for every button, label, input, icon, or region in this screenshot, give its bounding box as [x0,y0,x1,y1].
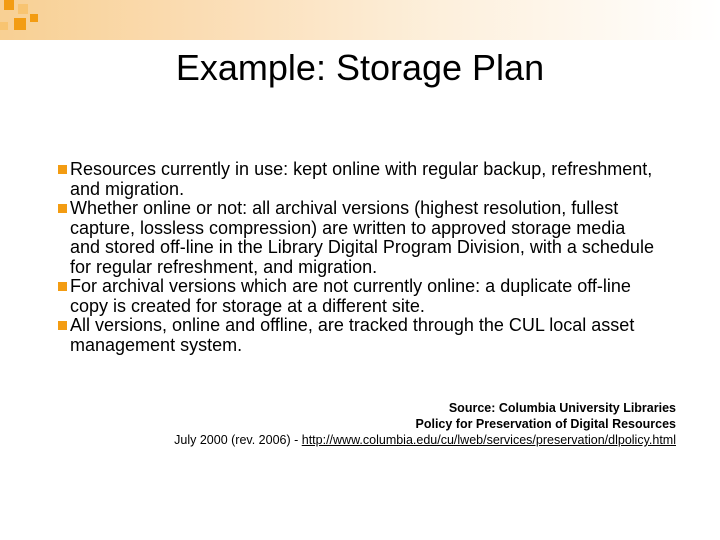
bullet-text: Whether online or not: all archival versions (highest resolution, fullest capture, lossless compression) are written to approved storage media and stored off-line in the Library Digital Program Division, with a schedule for regular refreshment, and migration. [70,198,654,277]
square-bullet-icon [58,321,67,330]
source-line-3 [174,432,676,448]
slide-title: Example: Storage Plan [175,47,545,88]
square-bullet-icon [58,282,67,291]
bullet-list [58,160,658,355]
bullet-text: All versions, online and offline, are tracked through the CUL local asset management system. [70,315,635,355]
source-link[interactable]: http://www.columbia.edu/cu/lweb/services/preservation/dlpolicy.html [301,433,676,447]
bullet-text: Resources currently in use: kept online with regular backup, refreshment, and migration. [70,159,653,199]
source-line-1: Source: Columbia University Libraries [448,401,676,415]
bullet-item [58,277,658,316]
source-citation [174,400,676,448]
corner-squares-decoration [0,0,60,50]
bullet-item [58,160,658,199]
bullet-item [58,199,658,277]
top-decorative-band [0,0,720,40]
source-line-2: Policy for Preservation of Digital Resources [415,417,676,431]
bullet-item [58,316,658,355]
square-bullet-icon [58,165,67,174]
bullet-text: For archival versions which are not currently online: a duplicate off-line copy is created for storage at a different site. [70,276,631,316]
square-bullet-icon [58,204,67,213]
source-date: July 2000 (rev. 2006) - [174,433,302,447]
